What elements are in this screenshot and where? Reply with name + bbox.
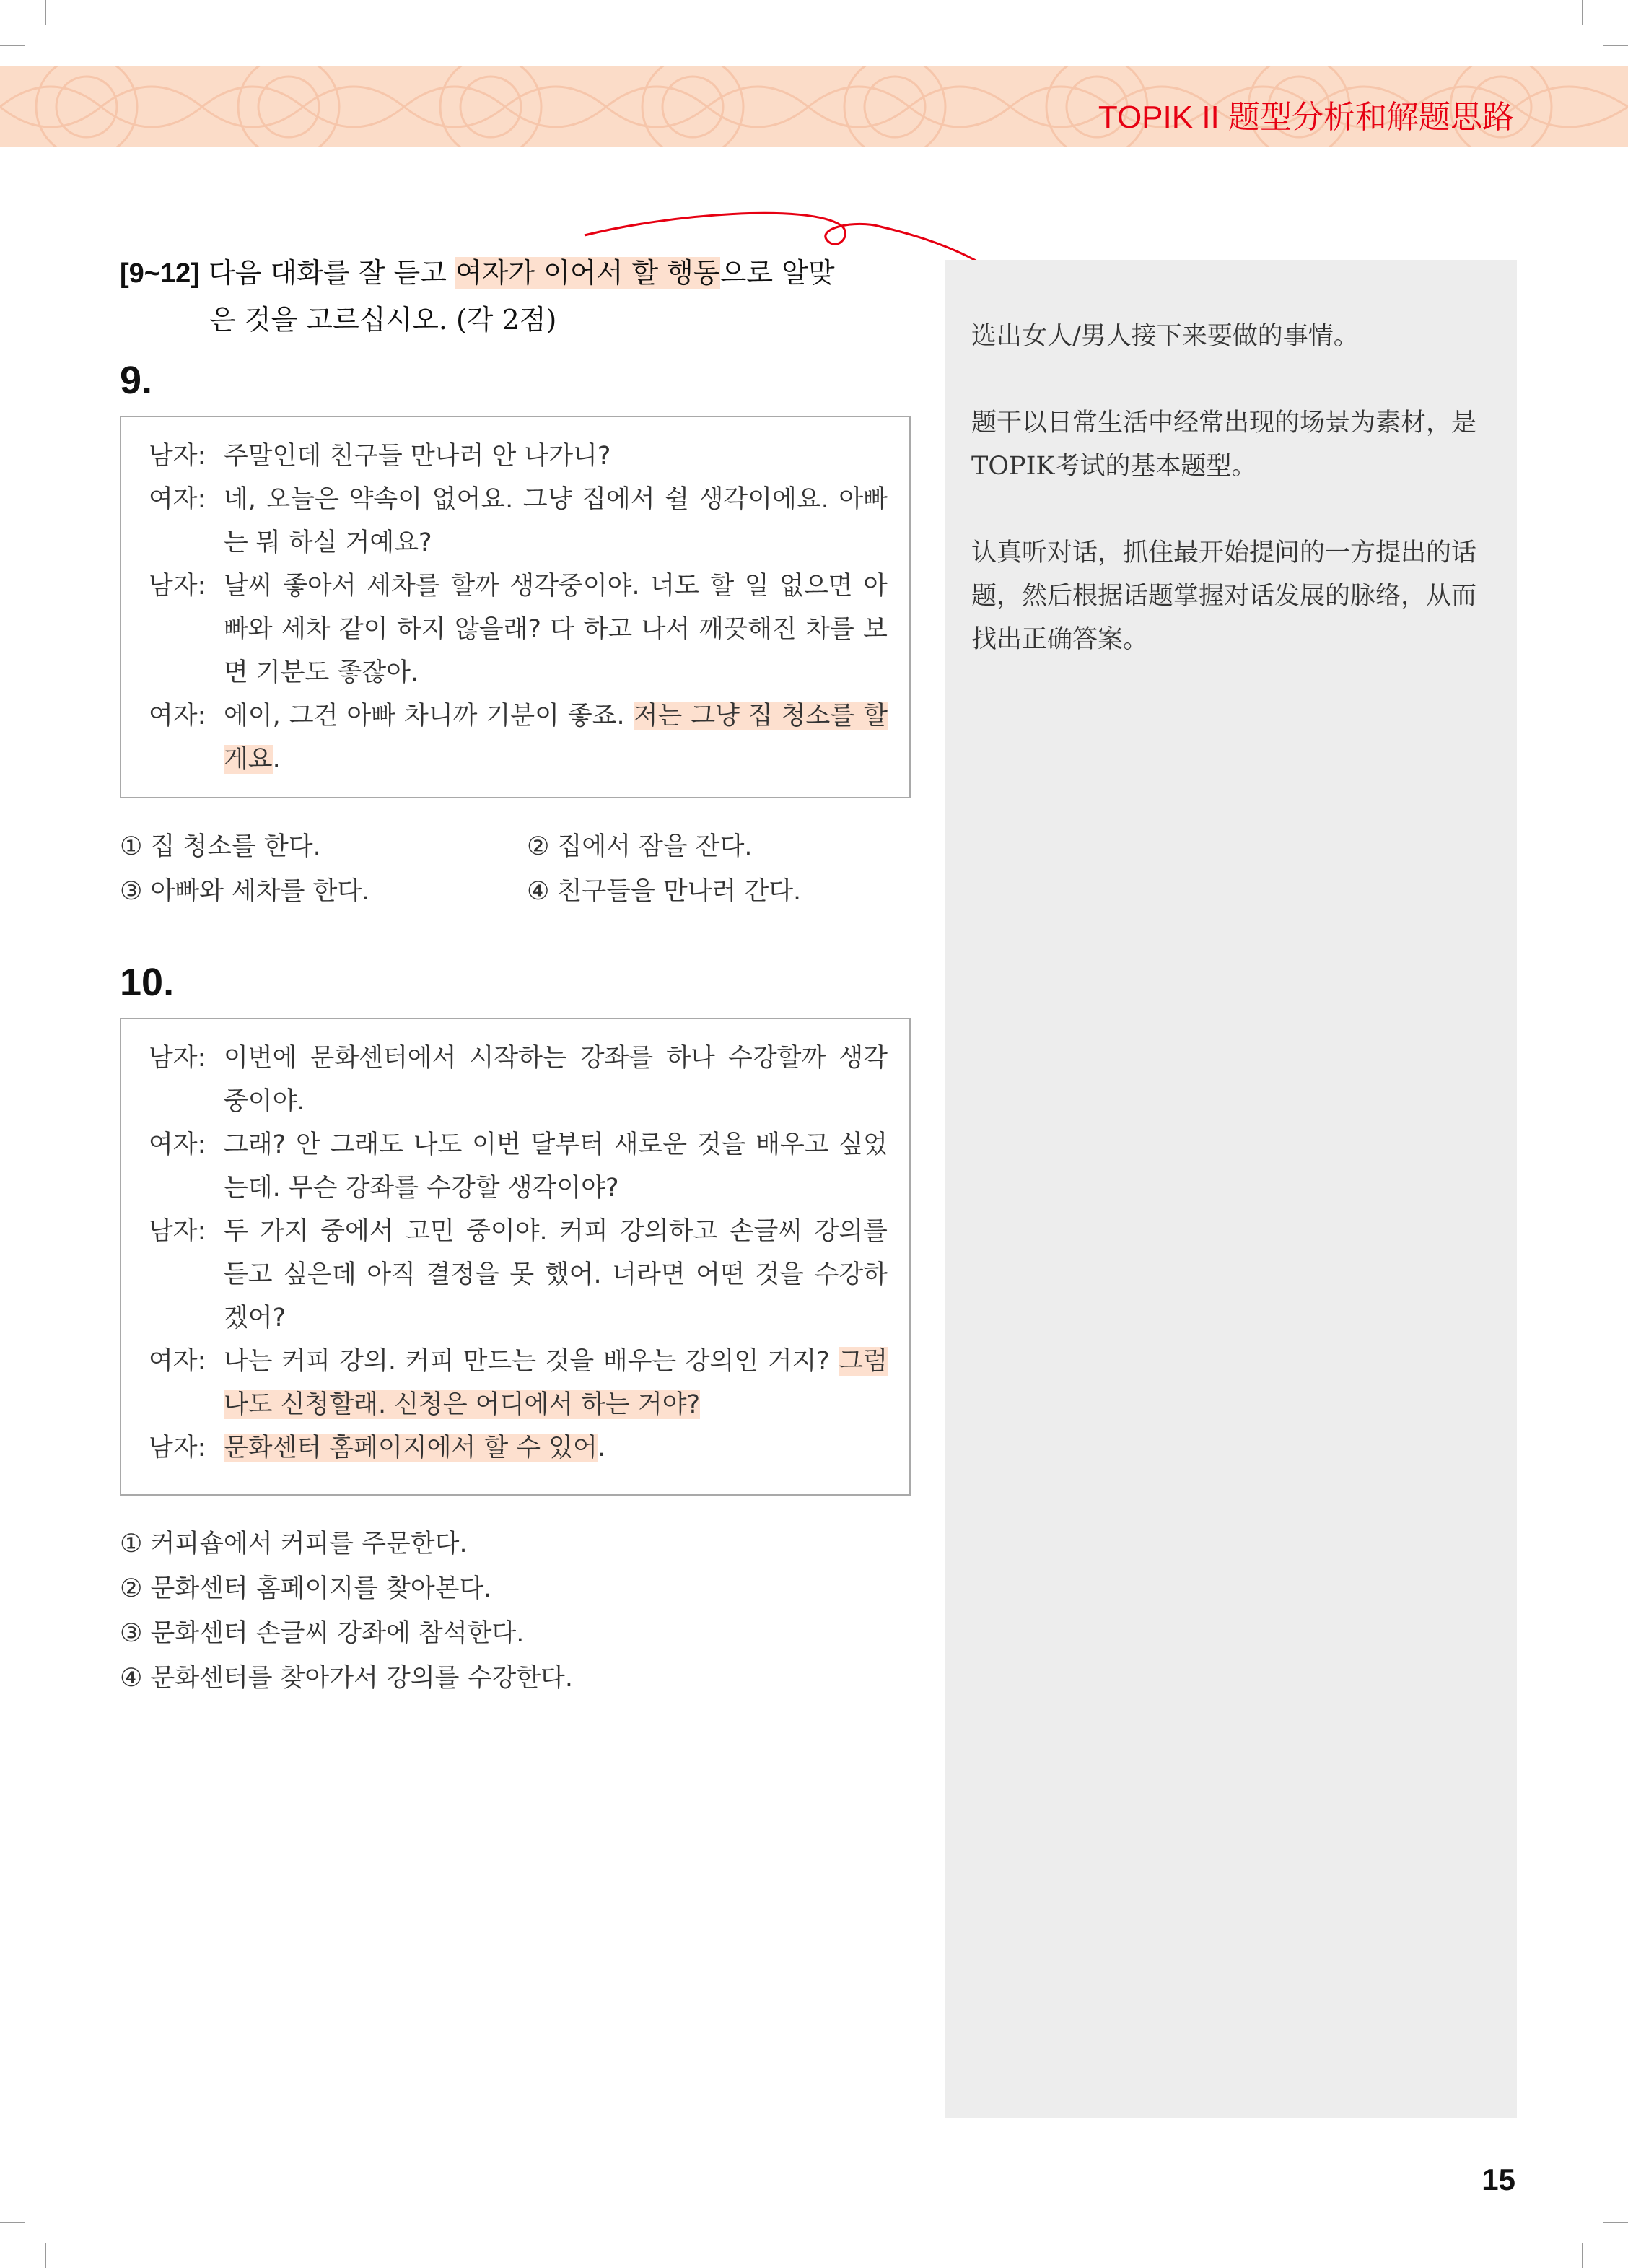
instruction-line-2: 은 것을 고르십시오. (각 2점) [209, 304, 557, 336]
utterance: 이번에 문화센터에서 시작하는 강좌를 하나 수강할까 생각 중이야. [224, 1044, 888, 1116]
instruction-text-after: 으로 알맞 [719, 257, 835, 289]
answer-option[interactable]: ③ 문화센터 손글씨 강좌에 참석한다. [120, 1619, 525, 1648]
dialog-turn [149, 1037, 888, 1123]
crop-mark-tl-v [45, 0, 46, 25]
crop-mark-tr-h [1603, 45, 1628, 46]
crop-mark-bl-v [45, 2243, 46, 2268]
answer-option[interactable]: ① 커피숍에서 커피를 주문한다. [120, 1530, 468, 1558]
answer-option[interactable]: ④ 친구들을 만나러 간다. [527, 877, 802, 906]
speaker-label: 남자: [149, 1434, 206, 1462]
dialog-turn [149, 478, 888, 564]
utterance-end: . [272, 745, 281, 774]
question-range: [9~12] [120, 258, 200, 289]
dialog-turn [149, 1426, 888, 1470]
speaker-label: 여자: [149, 485, 206, 514]
dialog-box [120, 416, 911, 798]
dialog-box [120, 1018, 911, 1496]
explanation-paragraph: 认真听对话，抓住最开始提问的一方提出的话题，然后根据话题掌握对话发展的脉络，从而找出正确答案。 [971, 538, 1477, 654]
speaker-label: 남자: [149, 1044, 206, 1073]
dialog-turn [149, 435, 888, 478]
speaker-label: 여자: [149, 1347, 206, 1376]
answer-option[interactable]: ② 집에서 잠을 잔다. [527, 832, 753, 861]
utterance [224, 1426, 888, 1470]
utterance: 날씨 좋아서 세차를 할까 생각중이야. 너도 할 일 없으면 아빠와 세차 같이 하지 않을래? 다 하고 나서 깨끗해진 차를 보면 기분도 좋잖아. [224, 572, 888, 687]
answer-option[interactable]: ① 집 청소를 한다. [120, 832, 321, 861]
utterance-text: 에이, 그건 아빠 차니까 기분이 좋죠. [224, 702, 634, 730]
utterance: 주말인데 친구들 만나러 안 나가니? [224, 442, 611, 471]
answer-highlight: 저는 그냥 집 청소를 할게요 [224, 702, 888, 774]
crop-mark-br-h [1603, 2222, 1628, 2223]
crop-mark-br-v [1582, 2243, 1583, 2268]
dialog-turn [149, 1340, 888, 1426]
instruction-text-before: 다음 대화를 잘 듣고 [209, 257, 455, 289]
crop-mark-bl-h [0, 2222, 25, 2223]
speaker-label: 여자: [149, 702, 206, 730]
question-number: 9. [120, 359, 153, 402]
crop-mark-tr-v [1582, 0, 1583, 25]
speaker-label: 남자: [149, 1217, 206, 1246]
crop-mark-tl-h [0, 45, 25, 46]
speaker-label: 남자: [149, 572, 206, 601]
answer-option[interactable]: ② 문화센터 홈페이지를 찾아본다. [120, 1574, 492, 1603]
utterance: 두 가지 중에서 고민 중이야. 커피 강의하고 손글씨 강의를 듣고 싶은데 아직 결정을 못 했어. 너라면 어떤 것을 수강하겠어? [224, 1217, 888, 1333]
answer-option[interactable]: ④ 문화센터를 찾아가서 강의를 수강한다. [120, 1664, 573, 1693]
instruction-highlight: 여자가 이어서 할 행동 [455, 257, 720, 289]
utterance: 네, 오늘은 약속이 없어요. 그냥 집에서 쉴 생각이에요. 아빠는 뭐 하실 거예요? [224, 485, 888, 557]
utterance-end: . [597, 1434, 605, 1462]
dialog-turn [149, 1210, 888, 1340]
utterance [224, 694, 888, 781]
utterance-text: 나는 커피 강의. 커피 만드는 것을 배우는 강의인 거지? [224, 1347, 839, 1376]
explanation-paragraph: 选出女人/男人接下来要做的事情。 [971, 322, 1359, 351]
answer-options [120, 824, 914, 914]
answer-highlight: 그럼 나도 신청할래. 신청은 어디에서 하는 거야? [224, 1347, 888, 1419]
dialog-turn [149, 1123, 888, 1210]
utterance: 그래? 안 그래도 나도 이번 달부터 새로운 것을 배우고 싶었는데. 무슨 강좌를 수강할 생각이야? [224, 1130, 888, 1203]
dialog-turn [149, 564, 888, 694]
answer-highlight: 문화센터 홈페이지에서 할 수 있어 [224, 1434, 598, 1462]
explanation-text [971, 315, 1498, 705]
question-number: 10. [120, 961, 175, 1004]
header-title: TOPIK II 题型分析和解题思路 [1098, 100, 1514, 135]
explanation-paragraph: 题干以日常生活中经常出现的场景为素材，是TOPIK考试的基本题型。 [971, 409, 1477, 481]
answer-option[interactable]: ③ 아빠와 세차를 한다. [120, 877, 370, 906]
answer-options [120, 1522, 914, 1701]
page-number: 15 [1482, 2163, 1515, 2197]
speaker-label: 남자: [149, 442, 206, 471]
speaker-label: 여자: [149, 1130, 206, 1159]
utterance [224, 1340, 888, 1426]
dialog-turn [149, 694, 888, 781]
